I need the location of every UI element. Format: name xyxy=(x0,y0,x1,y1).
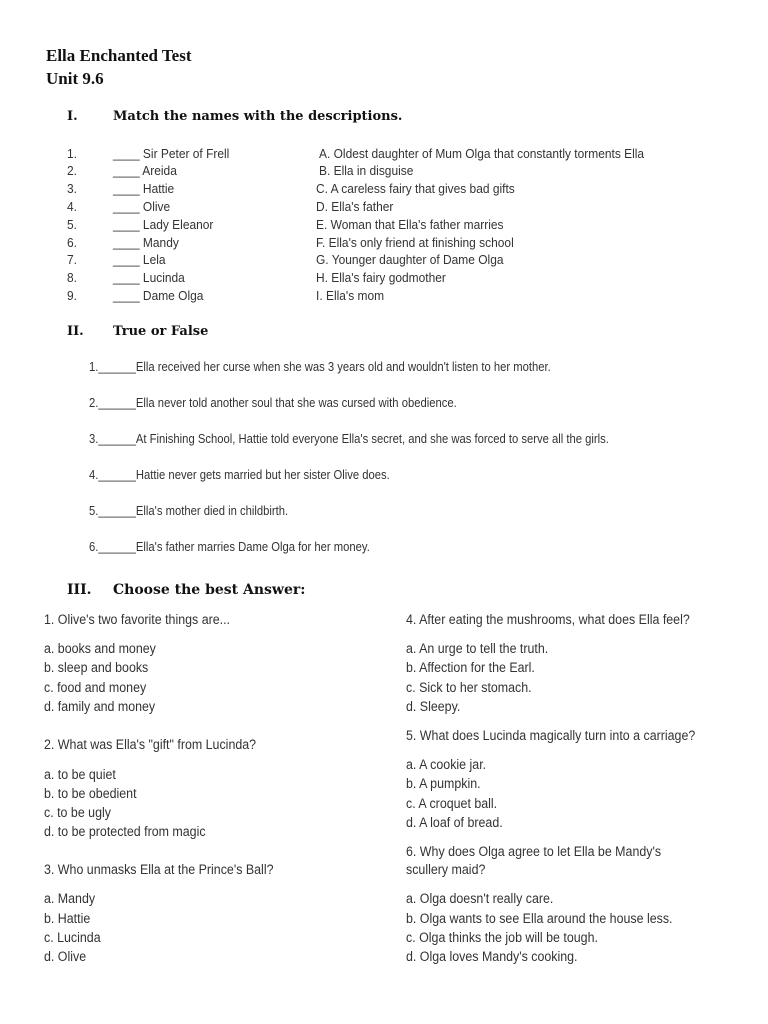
match-name: ____ Mandy xyxy=(113,235,179,250)
mc-option: c. A croquet ball. xyxy=(406,796,498,811)
mc-option: c. to be ugly xyxy=(44,805,111,820)
match-name: ____ Dame Olga xyxy=(113,288,204,303)
mc-option: a. Olga doesn't really care. xyxy=(406,891,554,906)
match-desc: D. Ella's father xyxy=(316,199,394,214)
match-num: 2. xyxy=(67,163,77,178)
match-name: ____ Lady Eleanor xyxy=(113,217,214,232)
match-name: ____ Areida xyxy=(113,163,177,178)
mc-option: b. Affection for the Earl. xyxy=(406,660,535,675)
section-2-number: II. xyxy=(67,324,84,339)
match-desc: C. A careless fairy that gives bad gifts xyxy=(316,181,515,196)
match-name: ____ Lela xyxy=(113,252,166,267)
mc-option: a. books and money xyxy=(44,641,156,656)
tf-item: 5.______Ella's mother died in childbirth. xyxy=(89,504,289,518)
match-num: 4. xyxy=(67,199,77,214)
mc-option: c. Lucinda xyxy=(44,930,101,945)
match-desc: B. Ella in disguise xyxy=(319,163,414,178)
match-num: 3. xyxy=(67,181,77,196)
match-desc: E. Woman that Ella's father marries xyxy=(316,217,504,232)
section-2-title: True or False xyxy=(113,324,209,339)
match-num: 7. xyxy=(67,252,77,267)
match-desc: F. Ella's only friend at finishing school xyxy=(316,235,514,250)
mc-option: b. Hattie xyxy=(44,911,91,926)
mc-option: d. family and money xyxy=(44,699,156,714)
mc-option: a. to be quiet xyxy=(44,767,116,782)
mc-option: b. A pumpkin. xyxy=(406,776,481,791)
test-title: Ella Enchanted Test xyxy=(46,46,192,65)
match-name: ____ Hattie xyxy=(113,181,175,196)
match-desc: H. Ella's fairy godmother xyxy=(316,270,446,285)
mc-option: b. to be obedient xyxy=(44,786,137,801)
section-1-title: Match the names with the descriptions. xyxy=(113,109,403,124)
mc-question: 2. What was Ella's "gift" from Lucinda? xyxy=(44,737,257,752)
unit-label: Unit 9.6 xyxy=(46,69,104,88)
mc-option: d. Olga loves Mandy's cooking. xyxy=(406,949,578,964)
match-desc: I. Ella's mom xyxy=(316,288,385,303)
match-num: 5. xyxy=(67,217,77,232)
match-name: ____ Lucinda xyxy=(113,270,185,285)
mc-option: b. sleep and books xyxy=(44,660,149,675)
mc-option: a. An urge to tell the truth. xyxy=(406,641,549,656)
mc-option: c. food and money xyxy=(44,680,147,695)
tf-item: 2.______Ella never told another soul that she was cursed with obedience. xyxy=(89,396,457,410)
match-name: ____ Olive xyxy=(113,199,171,214)
mc-option: d. Sleepy. xyxy=(406,699,461,714)
section-1-number: I. xyxy=(67,109,78,124)
mc-option: d. Olive xyxy=(44,949,87,964)
mc-option: a. Mandy xyxy=(44,891,96,906)
mc-question: 1. Olive's two favorite things are... xyxy=(44,612,230,627)
mc-question-line2: scullery maid? xyxy=(406,862,486,877)
match-num: 1. xyxy=(67,146,77,161)
match-desc: G. Younger daughter of Dame Olga xyxy=(316,252,504,267)
match-desc: A. Oldest daughter of Mum Olga that constantly torments Ella xyxy=(319,146,645,161)
mc-option: d. A loaf of bread. xyxy=(406,815,503,830)
mc-question: 3. Who unmasks Ella at the Prince's Ball? xyxy=(44,862,274,877)
mc-option: c. Olga thinks the job will be tough. xyxy=(406,930,598,945)
tf-item: 1.______Ella received her curse when she was 3 years old and wouldn't listen to her mother. xyxy=(89,360,551,374)
match-name: ____ Sir Peter of Frell xyxy=(113,146,230,161)
match-num: 8. xyxy=(67,270,77,285)
tf-item: 6.______Ella's father marries Dame Olga for her money. xyxy=(89,540,370,554)
mc-option: d. to be protected from magic xyxy=(44,824,206,839)
section-3-title: Choose the best Answer: xyxy=(113,582,306,598)
match-num: 9. xyxy=(67,288,77,303)
section-3-number: III. xyxy=(67,582,92,598)
mc-question-line1: 6. Why does Olga agree to let Ella be Mandy's xyxy=(406,844,662,859)
mc-question: 5. What does Lucinda magically turn into a carriage? xyxy=(406,728,696,743)
mc-option: c. Sick to her stomach. xyxy=(406,680,532,695)
mc-option: a. A cookie jar. xyxy=(406,757,487,772)
mc-question: 4. After eating the mushrooms, what does Ella feel? xyxy=(406,612,690,627)
match-num: 6. xyxy=(67,235,77,250)
tf-item: 3.______At Finishing School, Hattie told everyone Ella's secret, and she was forced to serve all the girls. xyxy=(89,432,609,446)
mc-option: b. Olga wants to see Ella around the house less. xyxy=(406,911,673,926)
tf-item: 4.______Hattie never gets married but her sister Olive does. xyxy=(89,468,390,482)
